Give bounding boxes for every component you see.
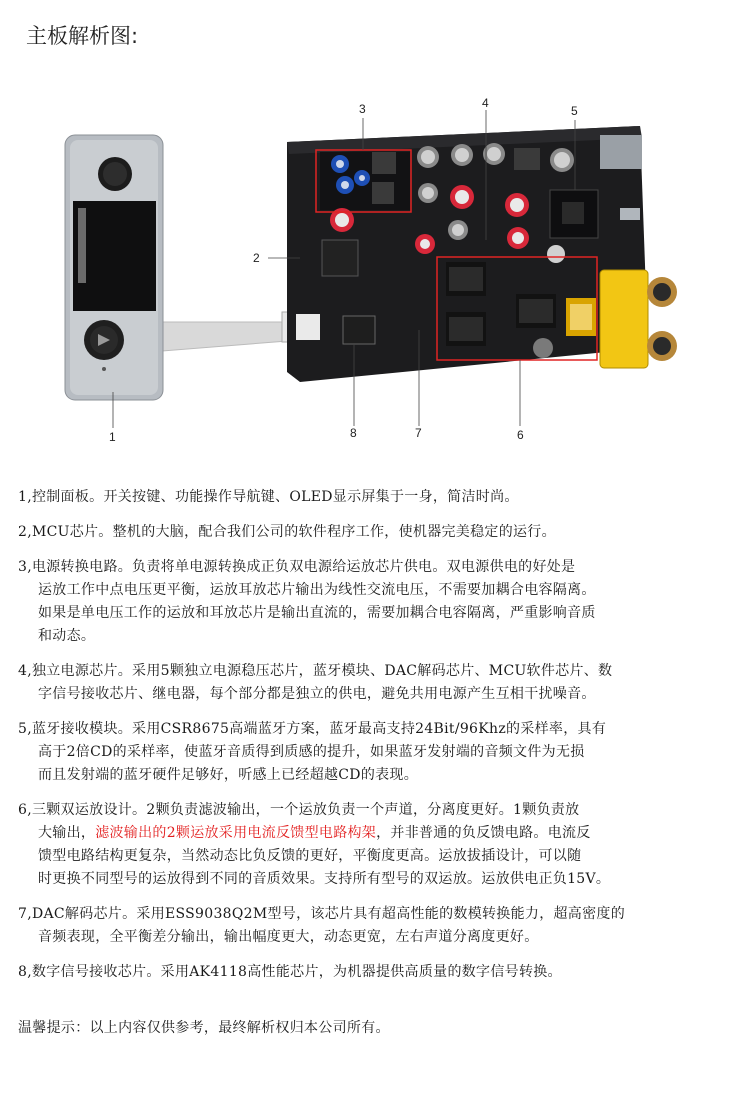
callout-6: 6	[517, 428, 524, 442]
callout-1: 1	[109, 430, 116, 444]
footer-disclaimer: 温馨提示：以上内容仅供参考，最终解析权归本公司所有。	[18, 1020, 390, 1036]
note-digital-receiver: 8,数字信号接收芯片。采用AK4118高性能芯片，为机器提供高质量的数字信号转换。	[18, 964, 562, 980]
callout-3: 3	[359, 102, 366, 116]
highlighted-text: 滤波输出的2颗运放采用电流反馈型电路构架	[95, 825, 377, 841]
note-power-conversion: 3,电源转换电路。负责将单电源转换成正负双电源给运放芯片供电。双电源供电的好处是 运放工作中点电压更平衡，运放耳放芯片输出为线性交流电压，不需要加耦合电容隔离。 如果是单电压工作的运放和耳放芯片是输出直流的，需要加耦合电容隔离，严重影响音质 和动态。	[18, 559, 596, 644]
callout-7: 7	[415, 426, 422, 440]
note-dac: 7,DAC解码芯片。采用ESS9038Q2M型号，该芯片具有超高性能的数模转换能力，超高密度的 音频表现，全平衡差分输出，输出幅度更大，动态更宽，左右声道分离度更好。	[18, 906, 626, 945]
callout-4: 4	[482, 96, 489, 110]
note-mcu: 2,MCU芯片。整机的大脑，配合我们公司的软件程序工作，使机器完美稳定的运行。	[18, 524, 556, 540]
note-control-panel: 1,控制面板。开关按键、功能操作导航键、OLED显示屏集于一身，简洁时尚。	[18, 489, 519, 505]
page-title: 主板解析图:	[26, 24, 139, 48]
pcb-board	[287, 126, 677, 382]
callout-5: 5	[571, 104, 578, 118]
note-bluetooth: 5,蓝牙接收模块。采用CSR8675高端蓝牙方案，蓝牙最高支持24Bit/96Khz的采样率，具有 高于2倍CD的采样率，使蓝牙音质得到质感的提升，如果蓝牙发射端的音频文件为无损 而且发射端的蓝牙硬件足够好，听感上已经超越CD的表现。	[18, 721, 607, 783]
feature-notes	[18, 486, 730, 996]
note-opamp: 6,三颗双运放设计。2颗负责滤波输出，一个运放负责一个声道，分离度更好。1颗负责放 大输出，滤波输出的2颗运放采用电流反馈型电路构架，并非普通的负反馈电路。电流反 馈型电路结构更复杂，当然动态比负反馈的更好，平衡度更高。运放拔插设计，可以随 时更换不同型号的运放得到不同的音质效果。支持所有型号的双运放。运放供电正负15V。	[18, 802, 611, 887]
callout-2: 2	[253, 251, 260, 265]
mainboard-figure	[0, 90, 744, 450]
callout-8: 8	[350, 426, 357, 440]
mainboard-photo	[0, 90, 744, 450]
control-panel	[65, 135, 163, 400]
note-power-chips: 4,独立电源芯片。采用5颗独立电源稳压芯片，蓝牙模块、DAC解码芯片、MCU软件芯片、数 字信号接收芯片、继电器，每个部分都是独立的供电，避免共用电源产生互相干扰噪音。	[18, 663, 613, 702]
